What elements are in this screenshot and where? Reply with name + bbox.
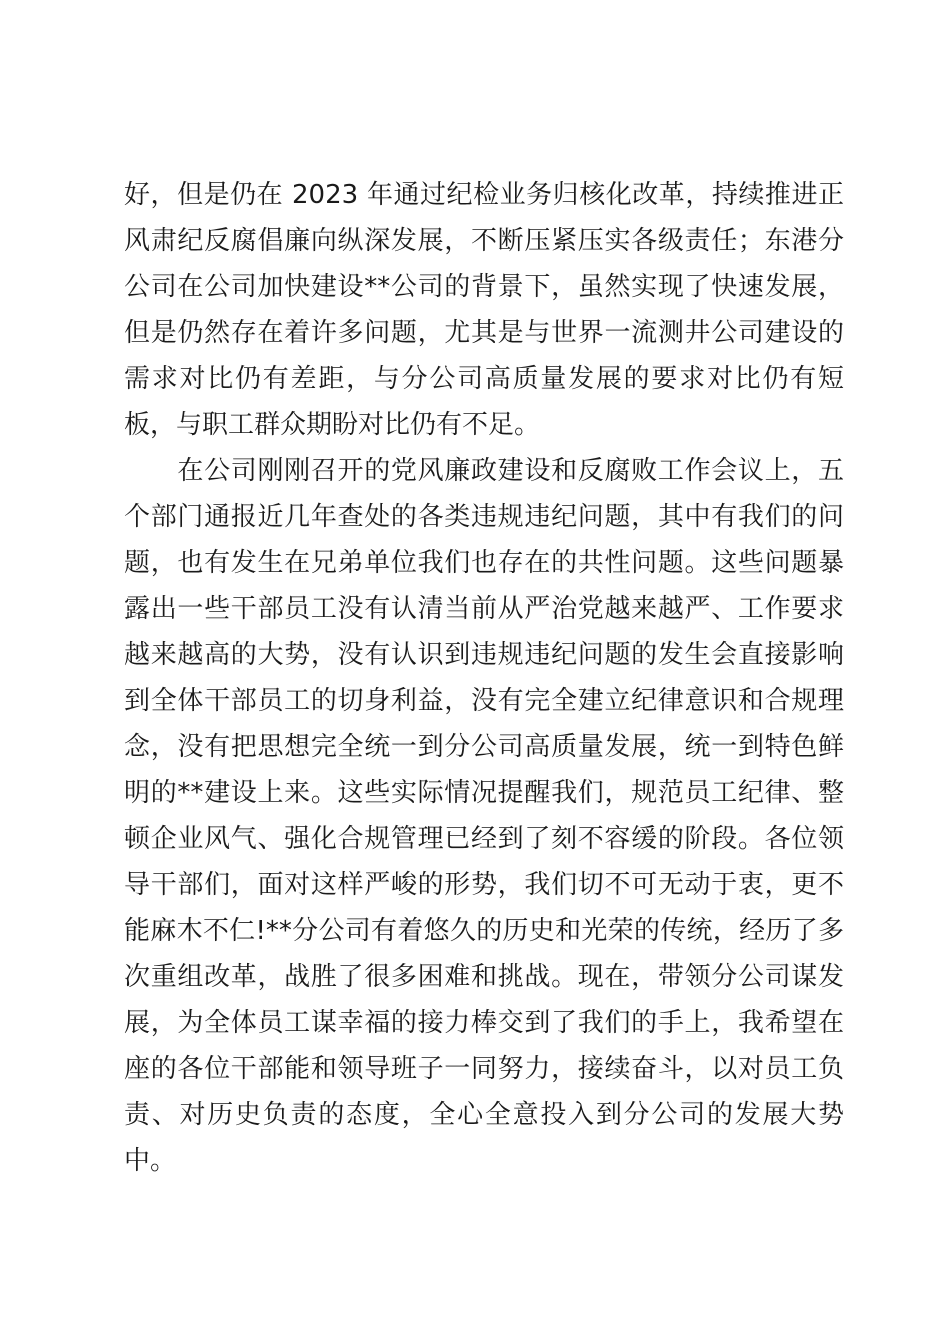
text-line: 到全体干部员工的切身利益，没有完全建立纪律意识和合规理 <box>124 686 844 716</box>
text-line: 需求对比仍有差距，与分公司高质量发展的要求对比仍有短 <box>124 364 844 394</box>
text-line: 座的各位干部能和领导班子一同努力，接续奋斗，以对员工负 <box>124 1054 844 1084</box>
paragraph-2 <box>124 448 844 1184</box>
paragraph-1 <box>124 172 844 448</box>
text-line: 能麻木不仁!**分公司有着悠久的历史和光荣的传统，经历了多 <box>124 916 844 946</box>
text-line: 公司在公司加快建设**公司的背景下，虽然实现了快速发展， <box>124 272 844 302</box>
text-line: 念，没有把思想完全统一到分公司高质量发展，统一到特色鲜 <box>124 732 844 762</box>
text-line: 明的**建设上来。这些实际情况提醒我们，规范员工纪律、整 <box>124 778 844 808</box>
text-line: 中。 <box>124 1146 177 1176</box>
text-line: 顿企业风气、强化合规管理已经到了刻不容缓的阶段。各位领 <box>124 824 844 854</box>
body-text <box>124 172 844 1184</box>
text-line: 好，但是仍在 2023 年通过纪检业务归核化改革，持续推进正 <box>124 180 844 210</box>
text-line: 露出一些干部员工没有认清当前从严治党越来越严、工作要求 <box>124 594 844 624</box>
text-line: 但是仍然存在着许多问题，尤其是与世界一流测井公司建设的 <box>124 318 844 348</box>
text-line: 导干部们，面对这样严峻的形势，我们切不可无动于衷，更不 <box>124 870 844 900</box>
text-line: 个部门通报近几年查处的各类违规违纪问题，其中有我们的问 <box>124 502 844 532</box>
text-line: 展，为全体员工谋幸福的接力棒交到了我们的手上，我希望在 <box>124 1008 844 1038</box>
text-line: 风肃纪反腐倡廉向纵深发展，不断压紧压实各级责任；东港分 <box>124 226 844 256</box>
text-line: 责、对历史负责的态度，全心全意投入到分公司的发展大势 <box>124 1100 844 1130</box>
text-line: 题，也有发生在兄弟单位我们也存在的共性问题。这些问题暴 <box>124 548 844 578</box>
text-line: 次重组改革，战胜了很多困难和挑战。现在，带领分公司谋发 <box>124 962 844 992</box>
text-line: 在公司刚刚召开的党风廉政建设和反腐败工作会议上，五 <box>124 456 844 486</box>
text-line: 板，与职工群众期盼对比仍有不足。 <box>124 410 541 440</box>
text-line: 越来越高的大势，没有认识到违规违纪问题的发生会直接影响 <box>124 640 844 670</box>
